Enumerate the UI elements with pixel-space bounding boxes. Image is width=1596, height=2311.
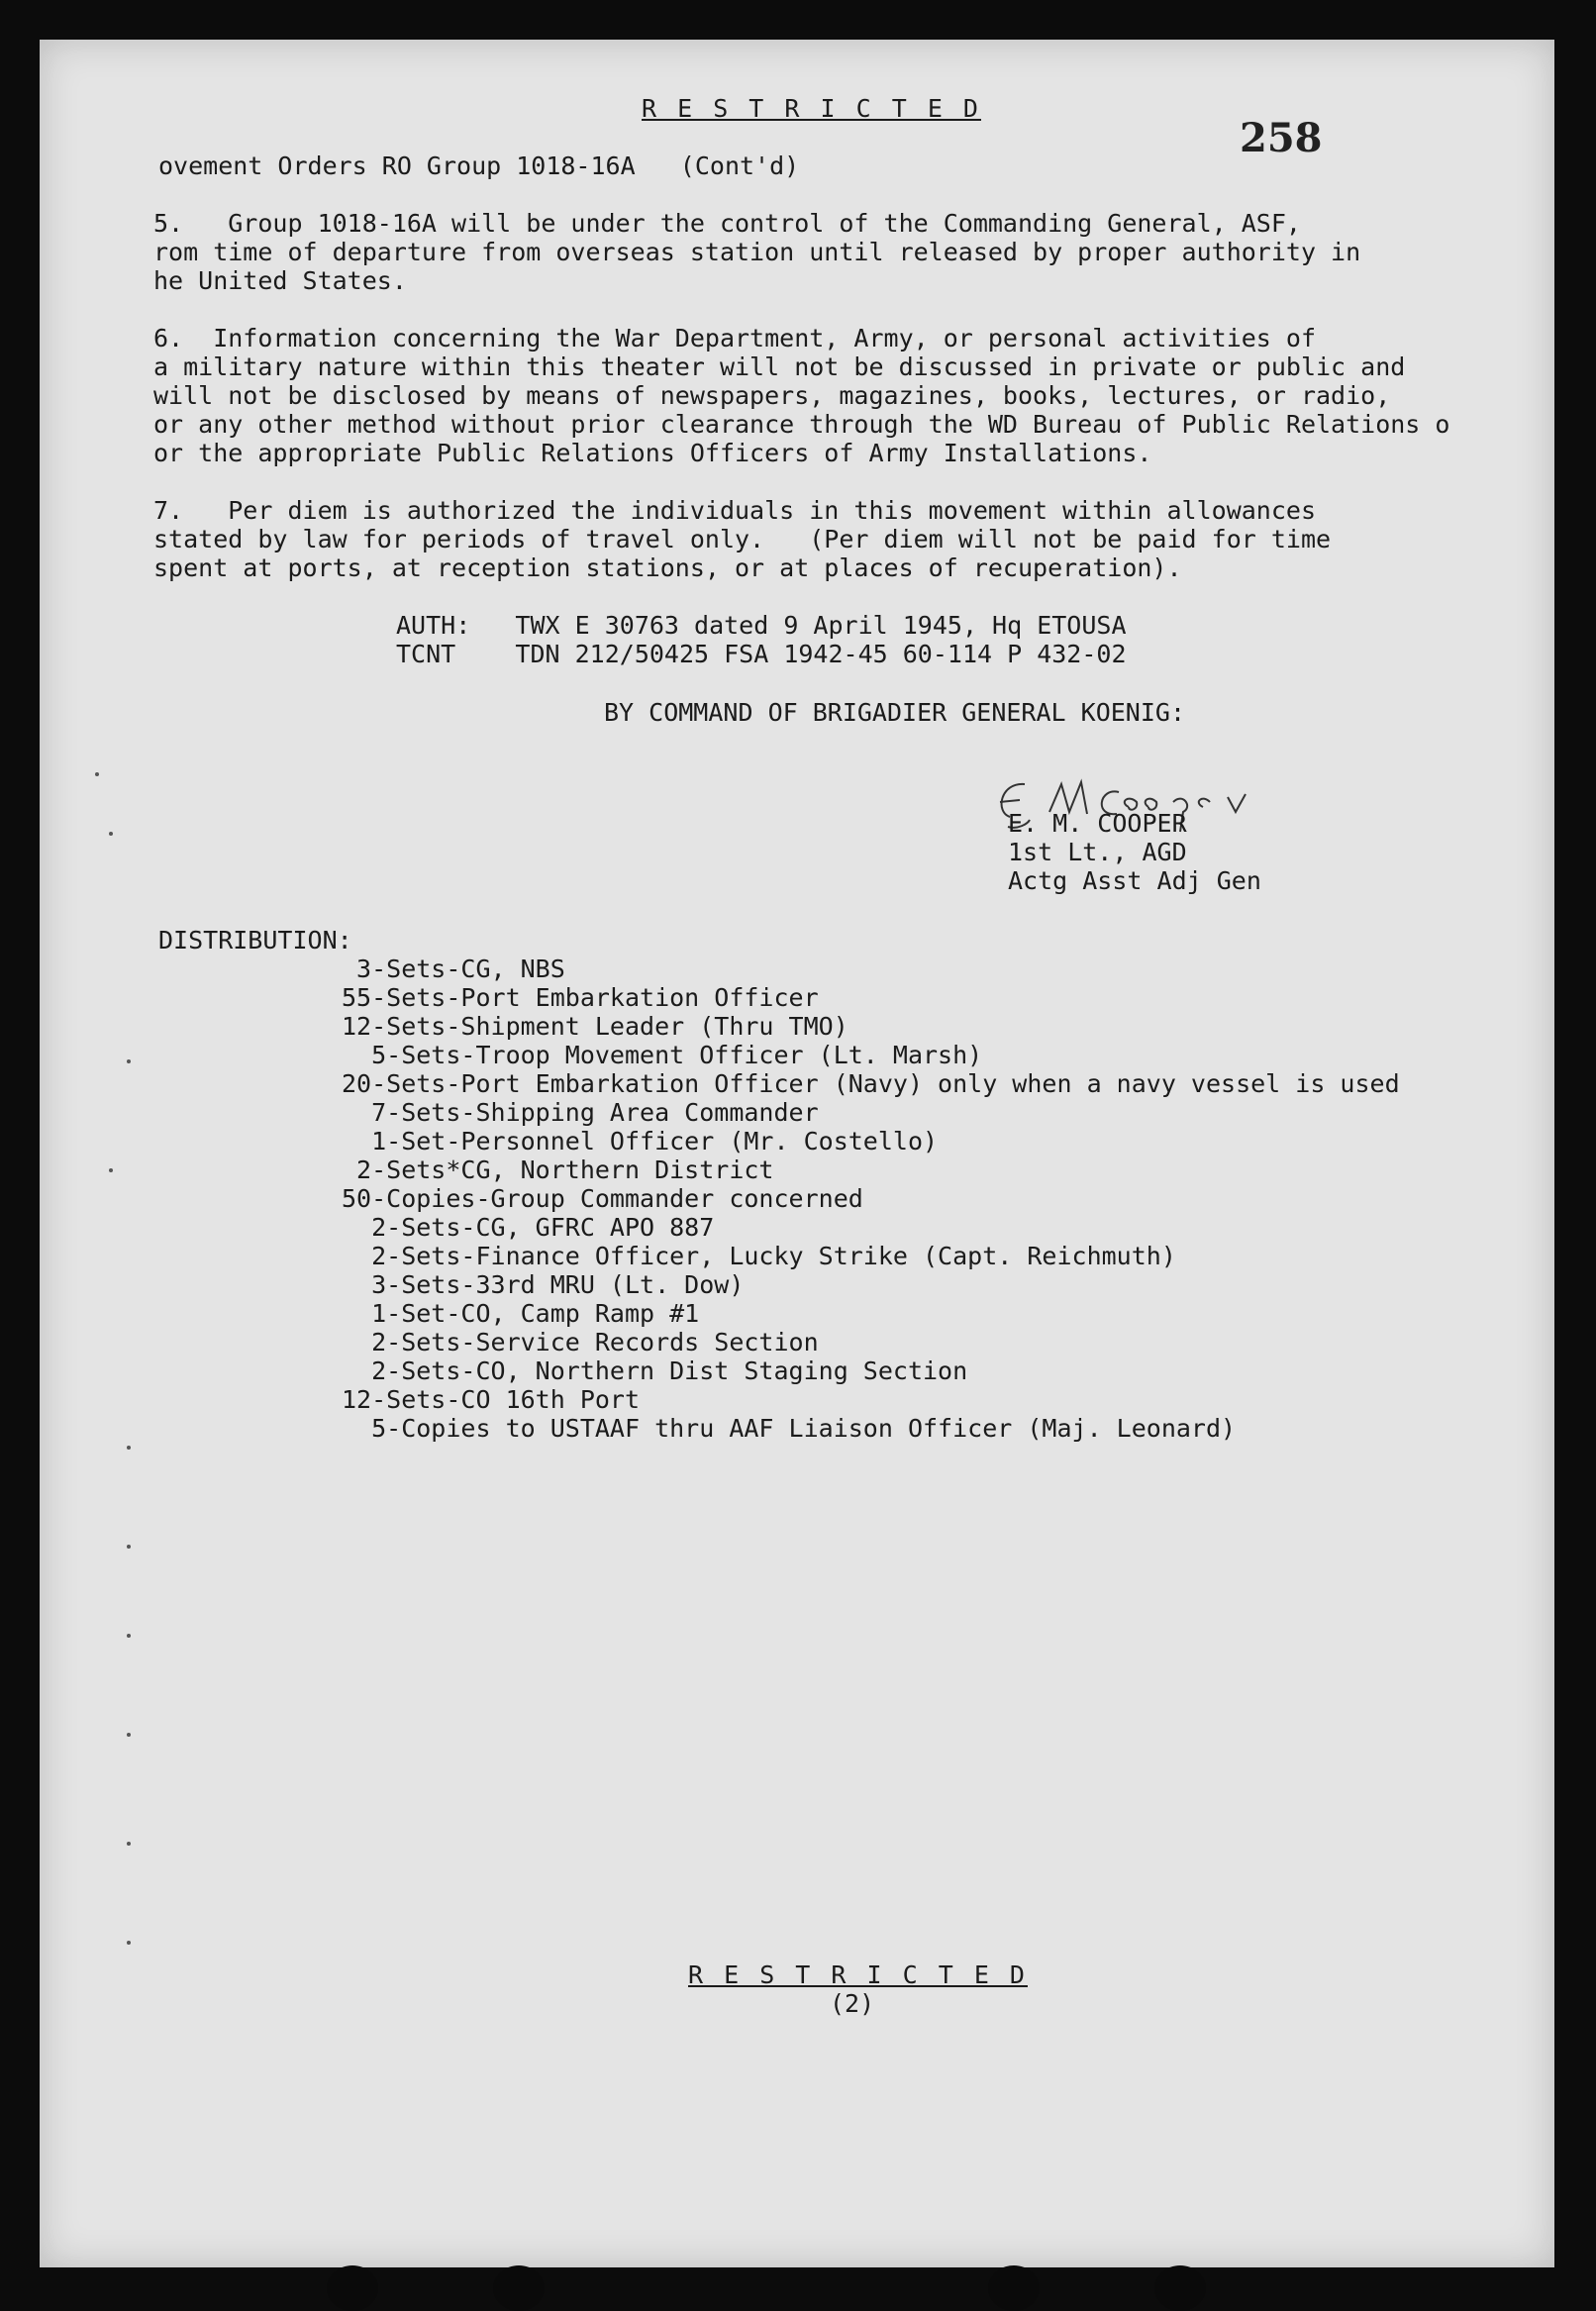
- distribution-item: 2-Sets-Finance Officer, Lucky Strike (Capt. Reichmuth): [342, 1242, 1176, 1270]
- paper-speck: [109, 832, 113, 836]
- signature-name: E. M. COOPER: [1008, 809, 1187, 838]
- distribution-item: 7-Sets-Shipping Area Commander: [342, 1098, 819, 1127]
- continuation-heading: ovement Orders RO Group 1018-16A (Cont'd): [158, 151, 800, 180]
- distribution-item: 3-Sets-CG, NBS: [342, 955, 565, 983]
- signature-title: Actg Asst Adj Gen: [1008, 866, 1261, 895]
- paper-speck: [127, 1059, 131, 1063]
- footer-page-number: (2): [830, 1989, 875, 2018]
- paragraph-5-line: he United States.: [153, 266, 407, 295]
- authority-line: AUTH: TWX E 30763 dated 9 April 1945, Hq ETOUSA: [396, 611, 1127, 640]
- paragraph-6-line: a military nature within this theater will not be discussed in private or public and: [153, 352, 1406, 381]
- paragraph-5-line: 5. Group 1018-16A will be under the control of the Commanding General, ASF,: [153, 209, 1301, 238]
- paper-speck: [127, 1634, 131, 1638]
- distribution-item: 3-Sets-33rd MRU (Lt. Dow): [342, 1270, 745, 1299]
- paragraph-7-line: 7. Per diem is authorized the individuals in this movement within allowances: [153, 496, 1316, 525]
- paper-speck: [127, 1941, 131, 1945]
- distribution-item: 1-Set-Personnel Officer (Mr. Costello): [342, 1127, 939, 1156]
- paragraph-5-line: rom time of departure from overseas station until released by proper authority in: [153, 238, 1361, 266]
- paragraph-6-line: or the appropriate Public Relations Officers of Army Installations.: [153, 439, 1152, 467]
- punch-hole: [1154, 2265, 1206, 2311]
- paper-speck: [127, 1545, 131, 1549]
- punch-hole: [988, 2265, 1040, 2311]
- distribution-item: 1-Set-CO, Camp Ramp #1: [342, 1299, 700, 1328]
- punch-hole: [327, 2265, 378, 2311]
- paragraph-6-line: 6. Information concerning the War Department, Army, or personal activities of: [153, 324, 1316, 352]
- paragraph-6-line: will not be disclosed by means of newspapers, magazines, books, lectures, or radio,: [153, 381, 1391, 410]
- distribution-item: 2-Sets*CG, Northern District: [342, 1156, 774, 1184]
- distribution-item: 2-Sets-CG, GFRC APO 887: [342, 1213, 715, 1242]
- distribution-heading: DISTRIBUTION:: [158, 926, 352, 955]
- paper-speck: [109, 1168, 113, 1172]
- paper-speck: [127, 1446, 131, 1450]
- distribution-item: 50-Copies-Group Commander concerned: [342, 1184, 863, 1213]
- distribution-item: 12-Sets-Shipment Leader (Thru TMO): [342, 1012, 848, 1041]
- paragraph-7-line: spent at ports, at reception stations, or at places of recuperation).: [153, 553, 1182, 582]
- distribution-item: 5-Copies to USTAAF thru AAF Liaison Officer (Maj. Leonard): [342, 1414, 1237, 1443]
- footer-restricted-stamp: R E S T R I C T E D: [688, 1960, 1028, 1989]
- paragraph-6-line: or any other method without prior clearance through the WD Bureau of Public Relations o: [153, 410, 1450, 439]
- paragraph-7-line: stated by law for periods of travel only. (Per diem will not be paid for time: [153, 525, 1332, 553]
- distribution-item: 12-Sets-CO 16th Port: [342, 1385, 641, 1414]
- distribution-item: 2-Sets-Service Records Section: [342, 1328, 819, 1356]
- punch-hole: [493, 2265, 545, 2311]
- distribution-item: 20-Sets-Port Embarkation Officer (Navy) only when a navy vessel is used: [342, 1069, 1400, 1098]
- authority-line: TCNT TDN 212/50425 FSA 1942-45 60-114 P 432-02: [396, 640, 1127, 668]
- paper-speck: [95, 772, 99, 776]
- distribution-item: 55-Sets-Port Embarkation Officer: [342, 983, 819, 1012]
- paper-speck: [127, 1842, 131, 1846]
- paper-speck: [127, 1733, 131, 1737]
- distribution-item: 2-Sets-CO, Northern Dist Staging Section: [342, 1356, 968, 1385]
- page-number: 258: [1240, 115, 1323, 161]
- header-restricted-stamp: R E S T R I C T E D: [642, 94, 981, 123]
- signature-rank: 1st Lt., AGD: [1008, 838, 1187, 866]
- command-line: BY COMMAND OF BRIGADIER GENERAL KOENIG:: [604, 698, 1185, 727]
- distribution-item: 5-Sets-Troop Movement Officer (Lt. Marsh): [342, 1041, 983, 1069]
